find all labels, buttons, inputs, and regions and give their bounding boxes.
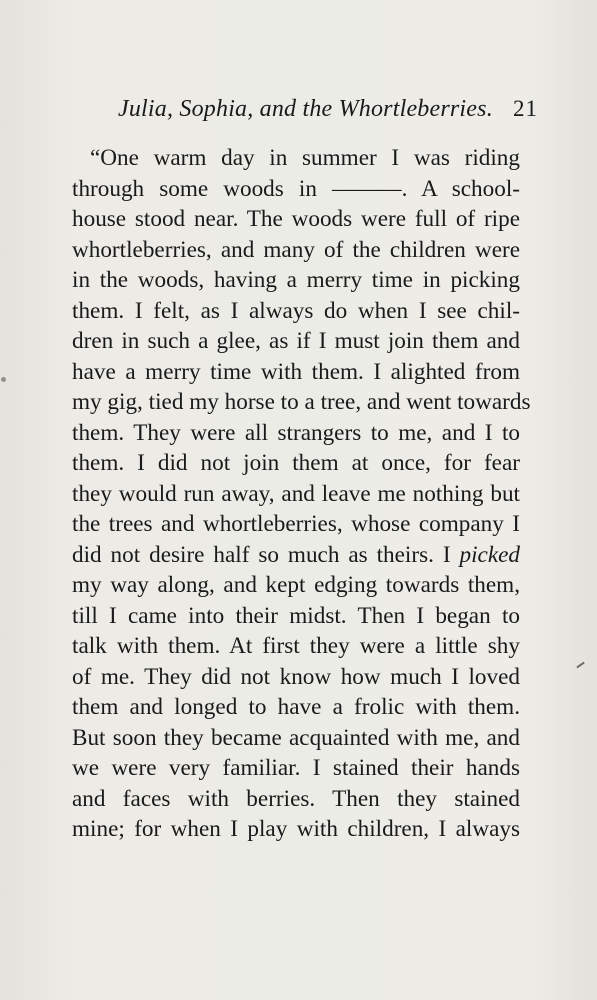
text-line: them and longed to have a frolic with them. xyxy=(72,694,520,720)
text-line: in the woods, having a merry time in picking xyxy=(72,267,520,293)
text-line: my gig, tied my horse to a tree, and went towards xyxy=(72,389,531,415)
text-line: “One warm day in summer I was riding xyxy=(90,145,520,171)
margin-mark xyxy=(576,662,585,669)
text-line: them. I did not join them at once, for fear xyxy=(72,450,520,476)
text-line: the trees and whortleberries, whose company I xyxy=(72,511,520,537)
text-line: till I came into their midst. Then I began to xyxy=(72,602,520,629)
page-number: 21 xyxy=(513,96,538,121)
text-line: we were very familiar. I stained their hands xyxy=(72,755,520,781)
text-line: them. I felt, as I always do when I see chil- xyxy=(72,297,520,324)
text-line: have a merry time with them. I alighted from xyxy=(72,358,520,385)
text-line: my way along, and kept edging towards them, xyxy=(72,572,520,598)
margin-speck xyxy=(1,377,6,382)
text-line: them. They were all strangers to me, and I to xyxy=(72,419,520,446)
text-line: mine; for when I play with children, I always xyxy=(72,816,520,842)
text-line: of me. They did not know how much I loved xyxy=(72,663,520,690)
text-line: But soon they became acquainted with me, and xyxy=(72,724,520,751)
text-line: through some woods in ———. A school- xyxy=(72,175,520,202)
text-line: and faces with berries. Then they stained xyxy=(72,785,520,812)
text-line: dren in such a glee, as if I must join them and xyxy=(72,328,520,354)
text-line: they would run away, and leave me nothing but xyxy=(72,480,520,507)
text-line: whortleberries, and many of the children were xyxy=(72,236,520,263)
text-line-with-italic xyxy=(72,540,520,571)
italic-word: picked xyxy=(459,541,521,568)
running-header xyxy=(118,96,538,126)
body-text xyxy=(72,143,531,845)
text-line: talk with them. At first they were a little shy xyxy=(72,633,520,659)
running-title: Julia, Sophia, and the Whortleberries. xyxy=(118,96,493,122)
text-line-start: did not desire half so much as theirs. I xyxy=(72,541,451,568)
text-line: house stood near. The woods were full of ripe xyxy=(72,206,520,232)
